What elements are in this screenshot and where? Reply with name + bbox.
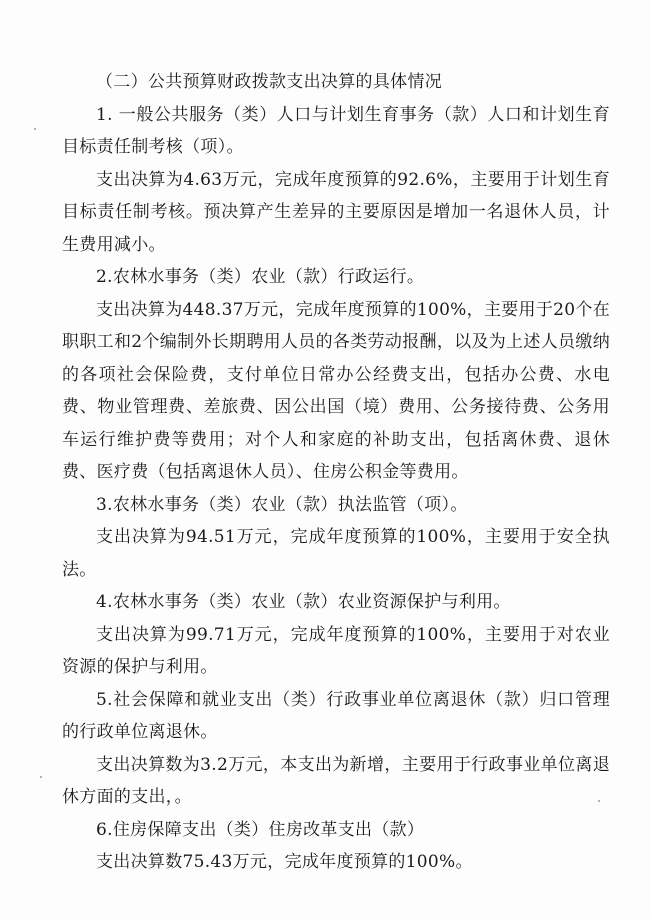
item-4-title: 4.农林水事务（类）农业（款）农业资源保护与利用。	[96, 592, 511, 612]
item-5-detail: 支出决算数为3.2万元，本支出为新增，主要用于行政事业单位离退休方面的支出，。	[62, 754, 610, 807]
document-body	[62, 66, 610, 879]
item-6-title: 6.住房保障支出（类）住房改革支出（款）	[96, 819, 425, 840]
item-2-title: 2.农林水事务（类）农业（款）行政运行。	[96, 267, 425, 287]
scan-speck	[34, 128, 36, 130]
item-5-title: 5.社会保障和就业支出（类）行政事业单位离退休（款）归口管理的行政单位离退休。	[62, 689, 610, 742]
item-2-detail: 支出决算为448.37万元，完成年度预算的100%，主要用于20个在职职工和2个编制外长期聘用人员的各类劳动报酬，以及为上述人员缴纳的各项社会保险费，支付单位日常办公经费支出，包括办公费、水电费、物业管理费、差旅费、因公出国（境）费用、公务接待费、公务用车运行维护费等费用；对个人和家庭的补助支出，包括离休费、退休费、医疗费（包括离退休人员）、住房公积金等费用。	[62, 299, 610, 482]
item-6-detail: 支出决算数75.43万元，完成年度预算的100%。	[96, 852, 473, 872]
item-1-detail: 支出决算为4.63万元，完成年度预算的92.6%，主要用于计划生育目标责任制考核。预决算产生差异的主要原因是增加一名退休人员，计生费用减小。	[62, 169, 610, 255]
item-4-detail: 支出决算为99.71万元，完成年度预算的100%，主要用于对农业资源的保护与利用。	[62, 624, 610, 677]
scan-speck	[40, 776, 42, 778]
item-1-title: 1. 一般公共服务（类）人口与计划生育事务（款）人口和计划生育目标责任制考核（项）。	[62, 104, 610, 157]
item-3-detail: 支出决算为94.51万元，完成年度预算的100%，主要用于安全执法。	[62, 527, 610, 580]
section-heading: （二）公共预算财政拨款支出决算的具体情况	[96, 72, 442, 92]
item-3-title: 3.农林水事务（类）农业（款）执法监管（项）。	[96, 494, 468, 515]
